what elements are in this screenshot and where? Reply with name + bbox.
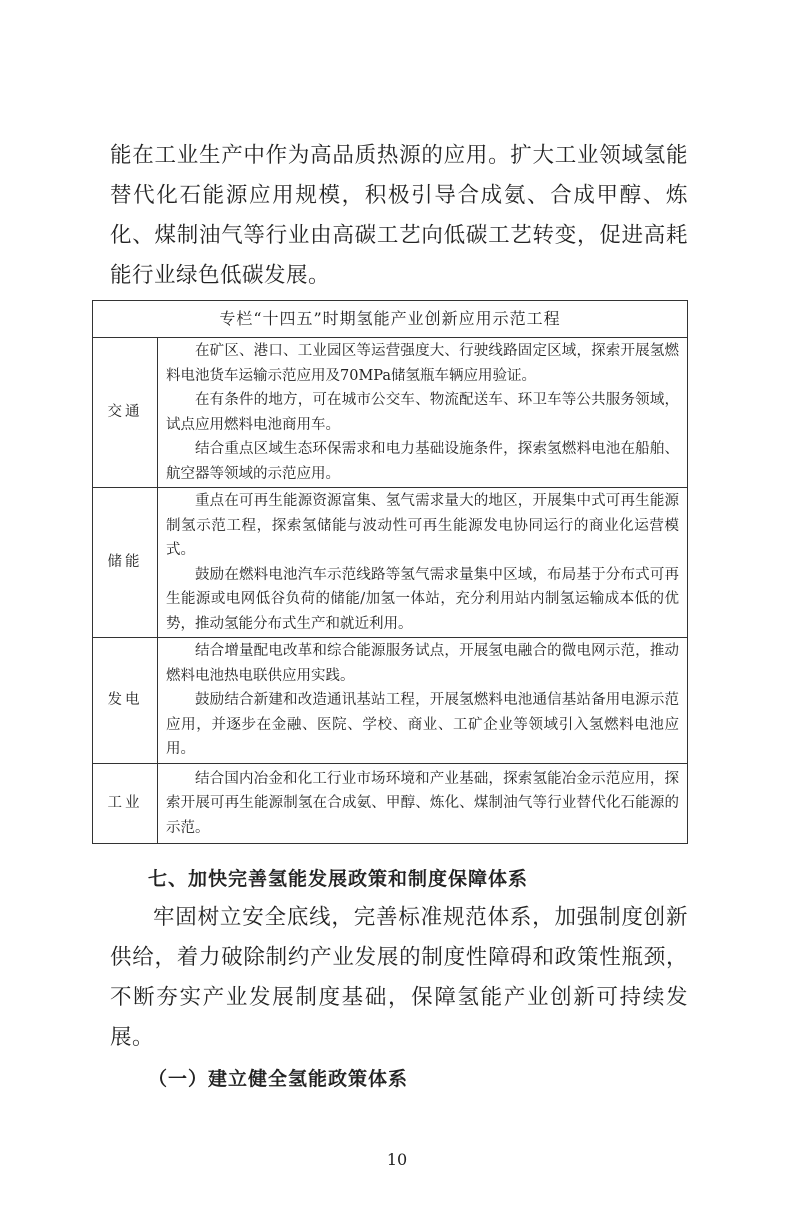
- row-category: 储能: [93, 488, 158, 638]
- table-row: [93, 638, 688, 764]
- row-category: 发电: [93, 638, 158, 764]
- table-row: [93, 764, 688, 844]
- row-paragraph: 在有条件的地方，可在城市公交车、物流配送车、环卫车等公共服务领域，试点应用燃料电池商用车。: [166, 392, 679, 433]
- intro-paragraph: 能在工业生产中作为高品质热源的应用。扩大工业领域氢能替代化石能源应用规模，积极引导合成氨、合成甲醇、炼化、煤制油气等行业由高碳工艺向低碳工艺转变，促进高耗能行业绿色低碳发展。: [110, 143, 688, 288]
- row-paragraph: 结合重点区域生态环保需求和电力基础设施条件，探索氢燃料电池在船舶、航空器等领域的示范应用。: [166, 441, 679, 482]
- subsection-heading: （一）建立健全氢能政策体系: [148, 1068, 409, 1090]
- row-category: 交通: [93, 338, 158, 488]
- row-paragraph: 鼓励结合新建和改造通讯基站工程，开展氢燃料电池通信基站备用电源示范应用，并逐步在金融、医院、学校、商业、工矿企业等领域引入氢燃料电池应用。: [166, 692, 679, 758]
- section-paragraph: 牢固树立安全底线，完善标准规范体系，加强制度创新供给，着力破除制约产业发展的制度性障碍和政策性瓶颈，不断夯实产业发展制度基础，保障氢能产业创新可持续发展。: [110, 905, 688, 1050]
- section-heading: 七、加快完善氢能发展政策和制度保障体系: [148, 868, 529, 890]
- row-paragraph: 鼓励在燃料电池汽车示范线路等氢气需求量集中区域，布局基于分布式可再生能源或电网低谷负荷的储能/加氢一体站，充分利用站内制氢运输成本低的优势，推动氢能分布式生产和就近利用。: [166, 566, 679, 632]
- row-paragraph: 结合国内冶金和化工行业市场环境和产业基础，探索氢能冶金示范应用，探索开展可再生能源制氢在合成氨、甲醇、炼化、煤制油气等行业替代化石能源的示范。: [166, 770, 679, 836]
- row-paragraph: 结合增量配电改革和综合能源服务试点，开展氢电融合的微电网示范，推动燃料电池热电联供应用实践。: [166, 643, 679, 684]
- table-row: [93, 488, 688, 638]
- feature-box-table: [92, 300, 688, 844]
- row-paragraph: 重点在可再生能源资源富集、氢气需求量大的地区，开展集中式可再生能源制氢示范工程，探索氢储能与波动性可再生能源发电协同运行的商业化运营模式。: [166, 493, 679, 558]
- table-row: [93, 338, 688, 488]
- page-number: 10: [386, 1150, 408, 1169]
- row-paragraph: 在矿区、港口、工业园区等运营强度大、行驶线路固定区域，探索开展氢燃料电池货车运输示范应用及70MPa储氢瓶车辆应用验证。: [166, 343, 679, 384]
- box-title: 专栏“十四五”时期氢能产业创新应用示范工程: [93, 301, 688, 338]
- row-category: 工业: [93, 764, 158, 844]
